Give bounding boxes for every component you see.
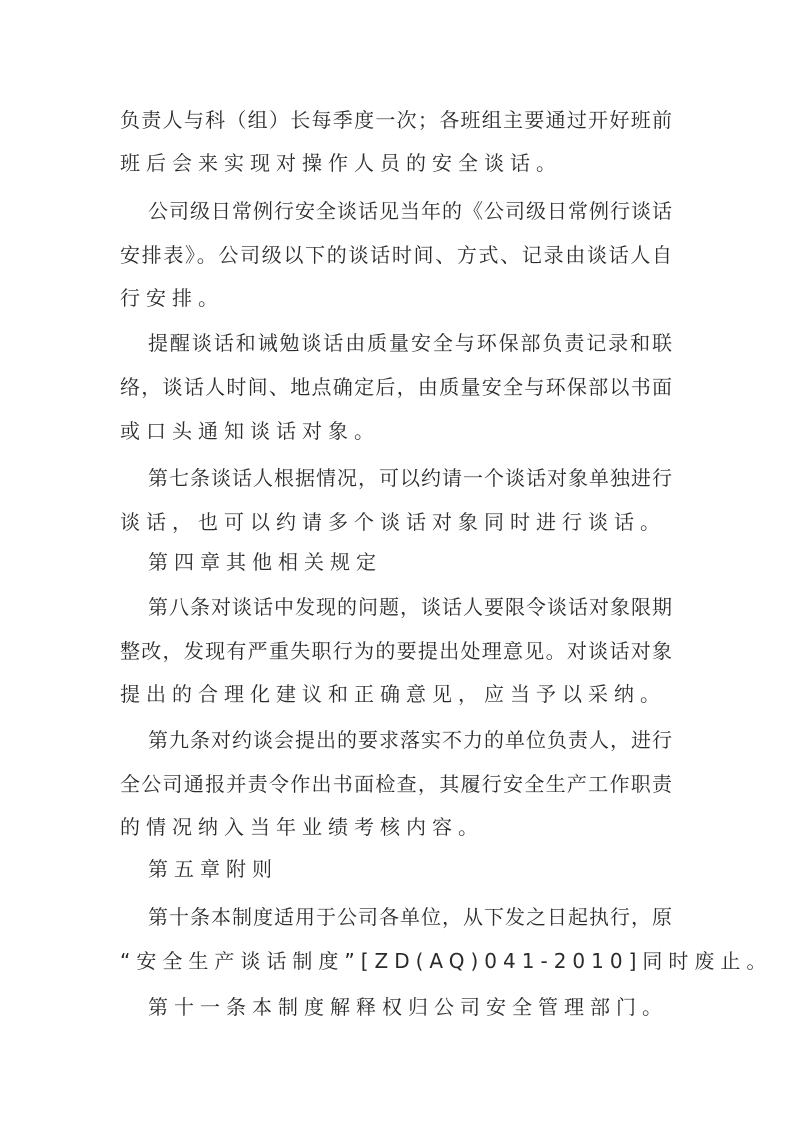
text-line: 行安排。 <box>120 286 224 310</box>
text-line: 谈话，也可以约请多个谈话对象同时进行谈话。 <box>120 510 666 534</box>
text-line: 或口头通知谈话对象。 <box>120 419 380 443</box>
text-line: 提醒谈话和诫勉谈话由质量安全与环保部负责记录和联 <box>148 331 672 355</box>
text-line: 班后会来实现对操作人员的安全谈话。 <box>120 151 562 175</box>
text-line: “安全生产谈话制度”[ZD(AQ)041-2010]同时废止。 <box>120 949 773 973</box>
text-line: 第九条对约谈会提出的要求落实不力的单位负责人，进行 <box>148 728 672 752</box>
text-line: 全公司通报并责令作出书面检查，其履行安全生产工作职责 <box>120 772 672 796</box>
text-line: 第四章其他相关规定 <box>148 550 382 574</box>
text-line: 公司级日常例行安全谈话见当年的《公司级日常例行谈话 <box>148 199 672 223</box>
text-line: 第五章附则 <box>148 857 278 881</box>
text-line: 第七条谈话人根据情况，可以约请一个谈话对象单独进行 <box>148 466 672 490</box>
text-line: 的情况纳入当年业绩考核内容。 <box>120 815 484 839</box>
text-line: 第十一条本制度解释权归公司安全管理部门。 <box>148 995 668 1019</box>
text-line: 络，谈话人时间、地点确定后，由质量安全与环保部以书面 <box>120 375 672 399</box>
text-line: 整改，发现有严重失职行为的要提出处理意见。对谈话对象 <box>120 639 672 663</box>
text-line: 第八条对谈话中发现的问题，谈话人要限令谈话对象限期 <box>148 595 672 619</box>
text-line: 第十条本制度适用于公司各单位，从下发之日起执行，原 <box>148 905 672 929</box>
text-line: 负责人与科（组）长每季度一次；各班组主要通过开好班前 <box>120 108 672 132</box>
text-line: 提出的合理化建议和正确意见，应当予以采纳。 <box>120 682 666 706</box>
text-line: 安排表》。公司级以下的谈话时间、方式、记录由谈话人自 <box>120 243 672 267</box>
